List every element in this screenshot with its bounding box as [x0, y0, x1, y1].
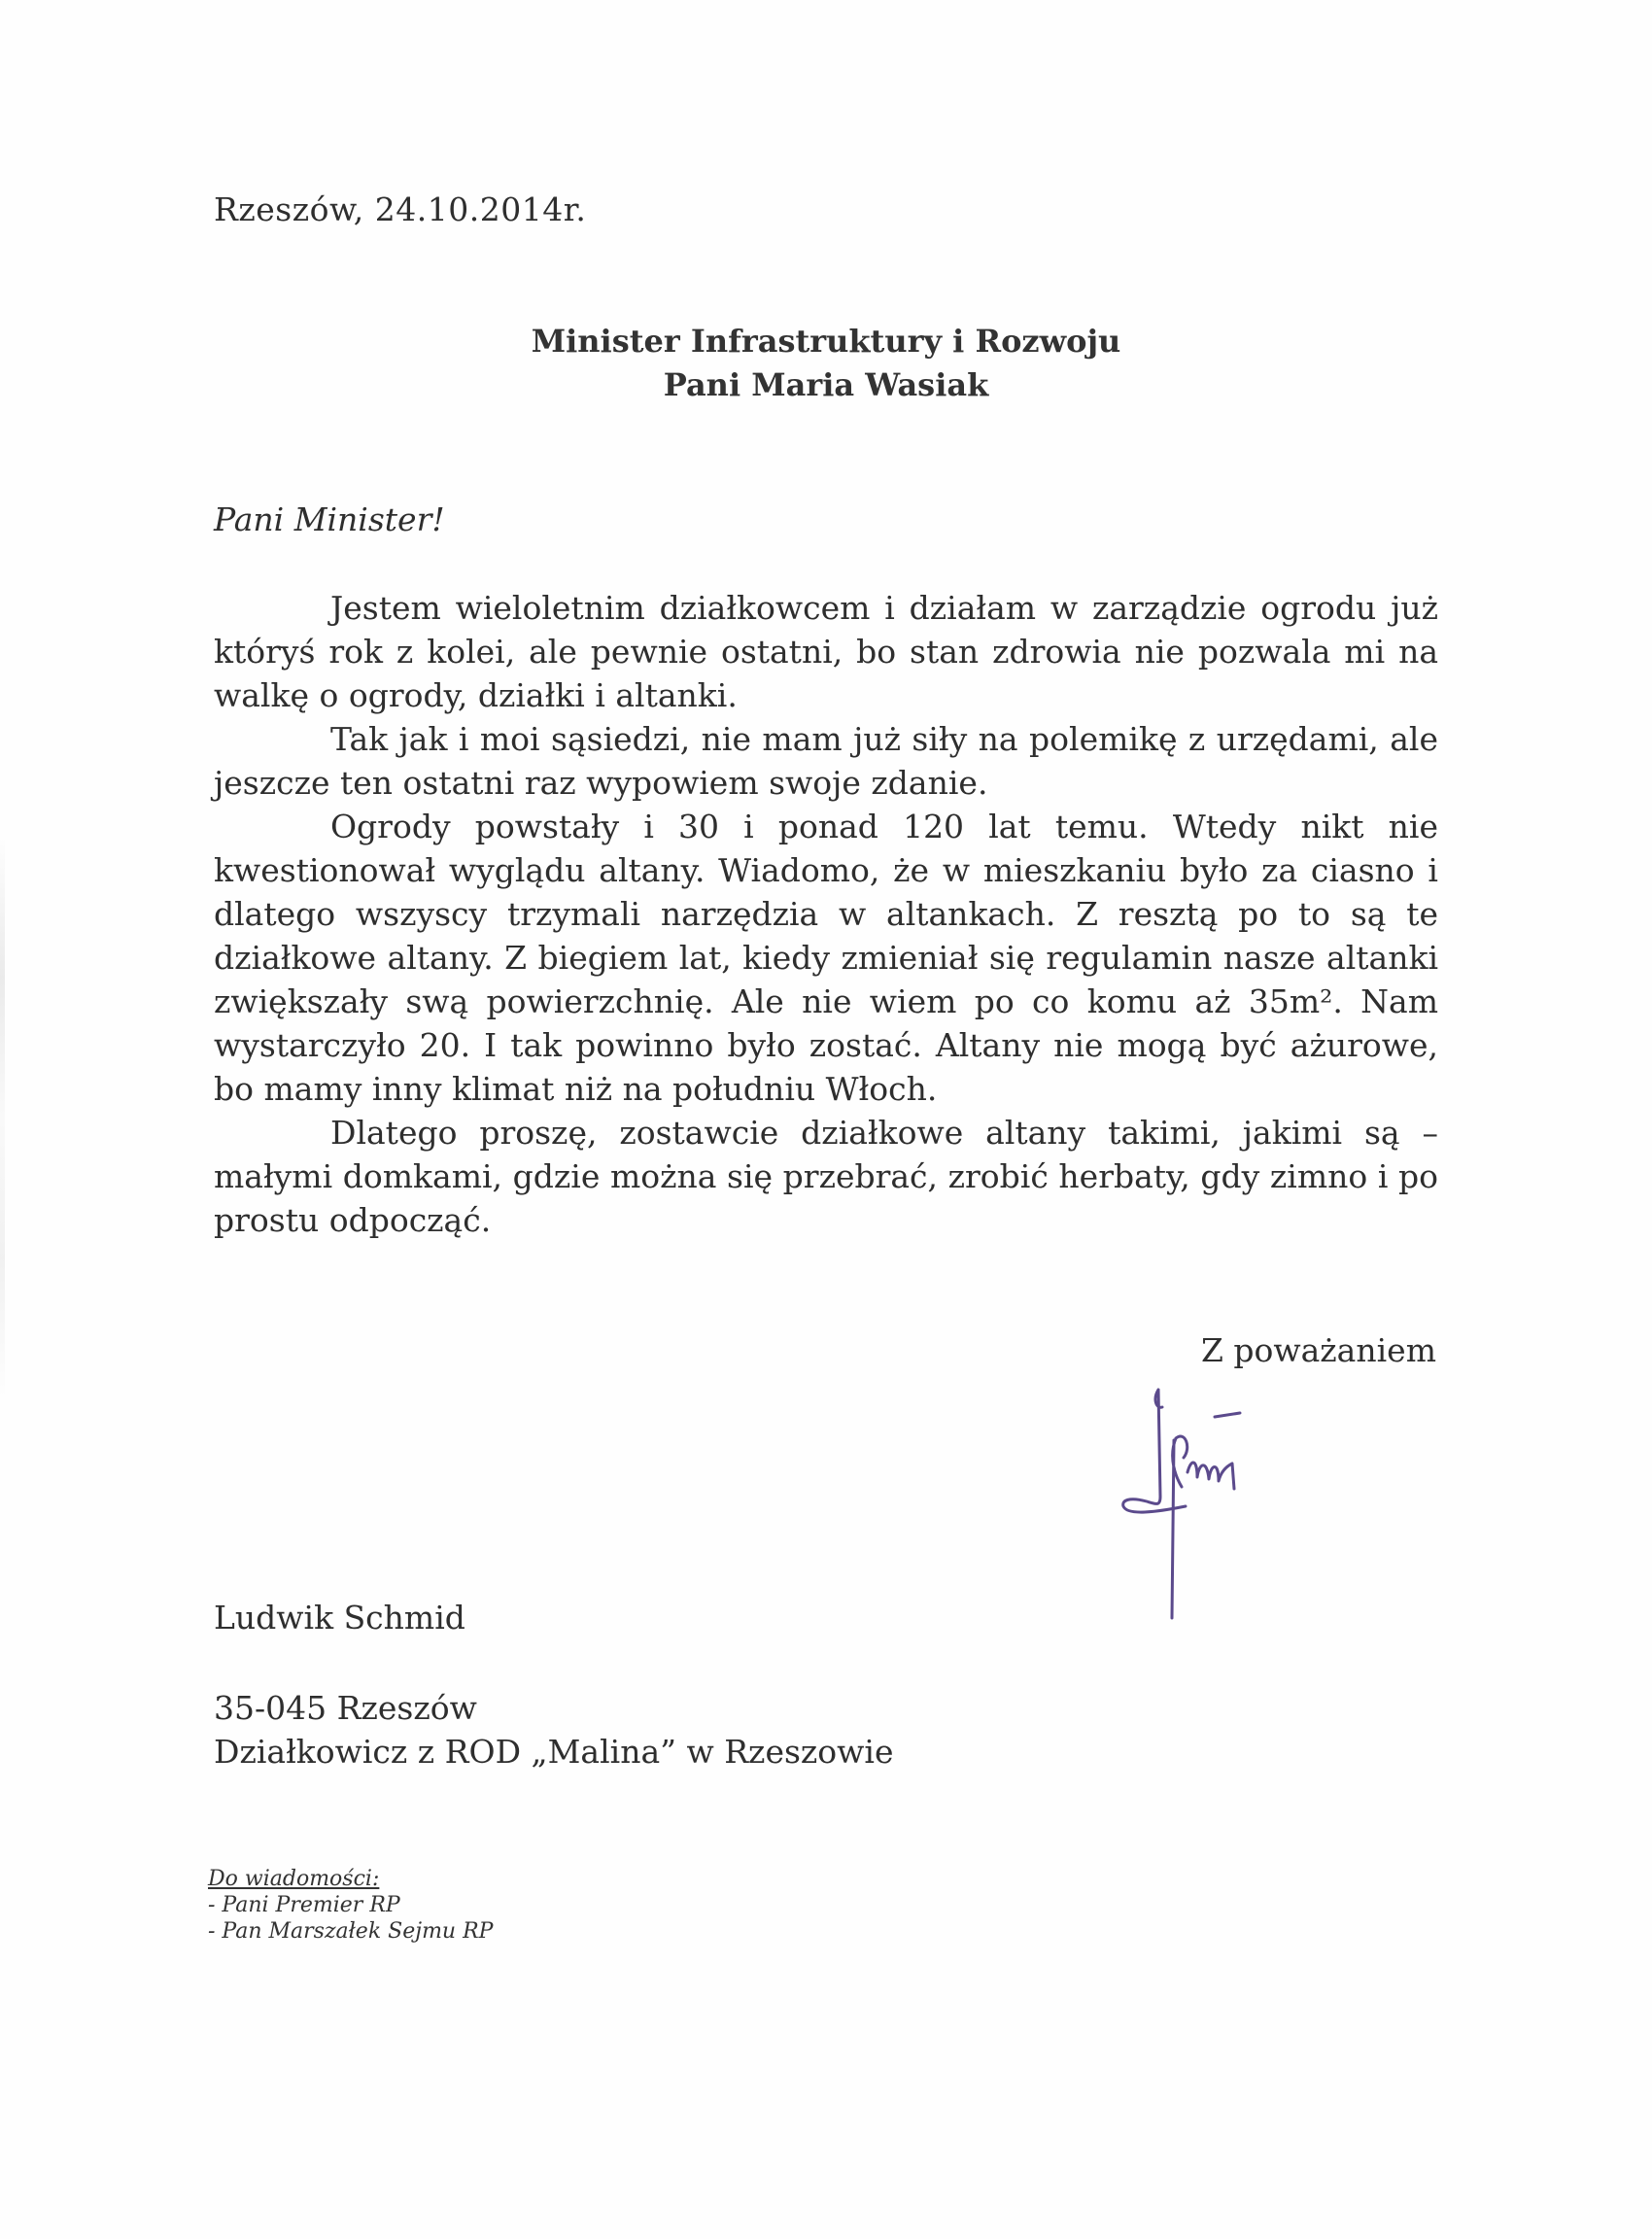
author-name: Ludwik Schmid [214, 1599, 465, 1636]
body-paragraph: Jestem wieloletnim działkowcem i działam w zarządzie ogrodu już któryś rok z kolei, ale pewnie ostatni, bo stan zdrowia nie pozwala mi na walkę o ogrody, działki i altanki. [214, 589, 1438, 714]
cc-item: - Pani Premier RP [208, 1893, 400, 1917]
cc-list [208, 1866, 493, 1945]
body-paragraph: Ogrody powstały i 30 i ponad 120 lat temu. Wtedy nikt nie kwestionował wyglądu altany. Wiadomo, że w mieszkaniu było za ciasno i dlatego wszyscy trzymali narzędzia w altankach. Z resztą po to są te działkowe altany. Z biegiem lat, kiedy zmieniał się regulamin nasze altanki zwiększały swą powierzchnię. Ale nie wiem po co komu aż 35m². Nam wystarczyło 20. I tak powinno było zostać. Altany nie mogą być ażurowe, bo mamy inny klimat niż na południu Włoch. [214, 808, 1438, 1108]
address-line: Działkowicz z ROD „Malina” w Rzeszowie [214, 1733, 894, 1771]
place-date: Rzeszów, 24.10.2014r. [214, 190, 587, 228]
address-line: 35-045 Rzeszów [214, 1689, 477, 1727]
cc-title: Do wiadomości: [208, 1867, 380, 1891]
salutation: Pani Minister! [214, 500, 445, 538]
closing: Z poważaniem [1200, 1331, 1436, 1369]
recipient-name: Pani Maria Wasiak [663, 366, 989, 403]
body-paragraph: Tak jak i moi sąsiedzi, nie mam już siły na polemikę z urzędami, ale jeszcze ten ostatni raz wypowiem swoje zdanie. [214, 720, 1438, 802]
scan-edge-artifact [0, 836, 5, 1399]
recipient-title: Minister Infrastruktury i Rozwoju [531, 323, 1121, 360]
body-paragraph: Dlatego proszę, zostawcie działkowe altany takimi, jakimi są – małymi domkami, gdzie można się przebrać, zrobić herbaty, gdy zimno i po prostu odpocząć. [214, 1114, 1438, 1239]
cc-item: - Pan Marszałek Sejmu RP [208, 1919, 494, 1944]
handwritten-signature [1118, 1380, 1331, 1623]
letter-body [214, 586, 1438, 1242]
